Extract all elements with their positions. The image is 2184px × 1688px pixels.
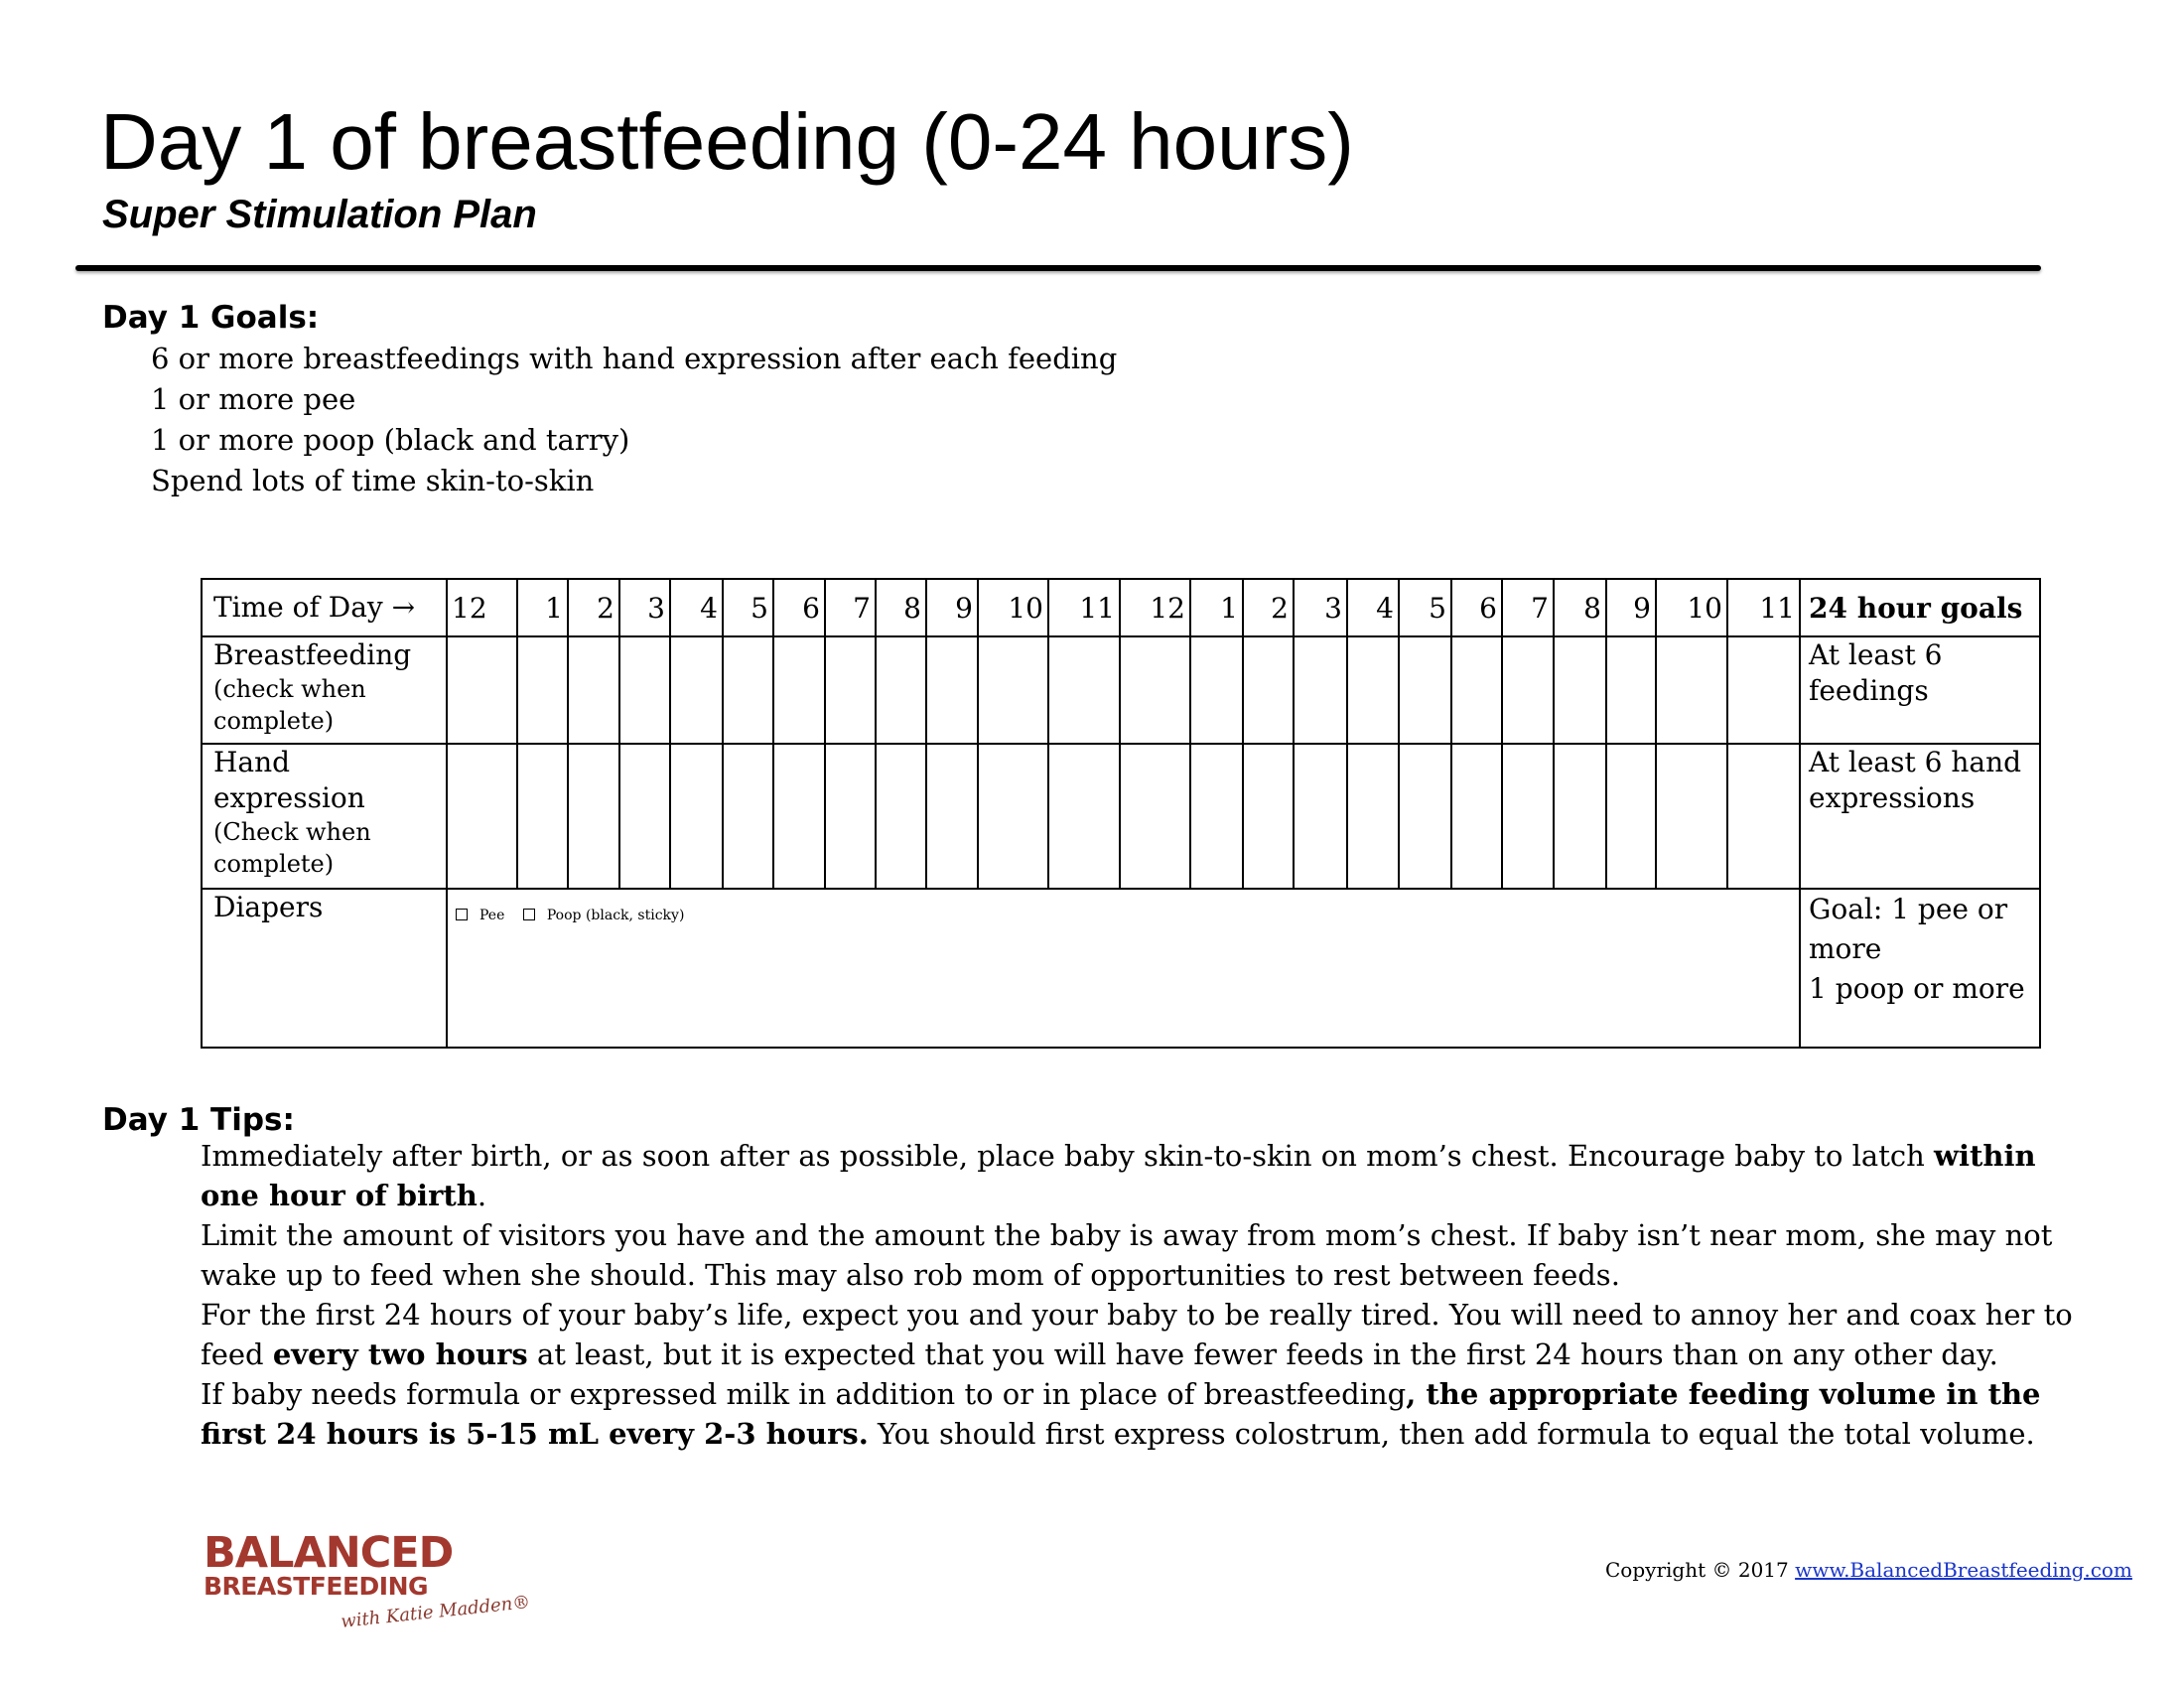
check-cell[interactable]	[447, 744, 517, 889]
hour-label: 3	[1294, 579, 1347, 636]
hour-label: 8	[1554, 579, 1606, 636]
check-cell[interactable]	[773, 636, 825, 744]
hour-label: 11	[1048, 579, 1120, 636]
check-cell[interactable]	[978, 744, 1048, 889]
check-cell[interactable]	[723, 636, 773, 744]
logo-signature: with Katie Madden®	[340, 1592, 532, 1632]
logo-line-2: BREASTFEEDING	[204, 1572, 429, 1601]
tip-item	[201, 1136, 2087, 1215]
check-cell[interactable]	[1048, 636, 1120, 744]
hour-label: 3	[619, 579, 670, 636]
check-cell[interactable]	[1727, 636, 1800, 744]
header-divider	[75, 265, 2041, 271]
tip-emphasis: , the appropriate feeding volume in the first 24 hours is 5-15 mL every 2-3 hours.	[201, 1377, 2041, 1451]
check-cell[interactable]	[1399, 744, 1451, 889]
hour-label: 1	[1190, 579, 1243, 636]
hour-label: 9	[926, 579, 978, 636]
tip-text: Immediately after birth, or as soon after as possible, place baby skin-to-skin on mom’s chest. Encourage baby to latch	[201, 1139, 1934, 1173]
hour-label: 6	[1451, 579, 1502, 636]
tip-text: For the first 24 hours of your baby’s life, expect you and your baby to be really tired. You will need to annoy her and coax her to feed	[201, 1298, 2073, 1371]
check-cell[interactable]	[926, 744, 978, 889]
check-cell[interactable]	[1399, 636, 1451, 744]
hour-label: 7	[1502, 579, 1554, 636]
row-sublabel: (check when complete)	[213, 675, 366, 735]
logo-line-1: BALANCED	[204, 1528, 454, 1578]
check-cell[interactable]	[723, 744, 773, 889]
check-cell[interactable]	[1294, 744, 1347, 889]
check-cell[interactable]	[1554, 636, 1606, 744]
check-cell[interactable]	[978, 636, 1048, 744]
check-cell[interactable]	[1656, 636, 1727, 744]
check-cell[interactable]	[1451, 744, 1502, 889]
pee-option-label: Pee	[479, 908, 505, 923]
check-cell[interactable]	[1120, 636, 1190, 744]
check-cell[interactable]	[1347, 636, 1399, 744]
row-label-text: Hand expression	[213, 746, 365, 814]
hour-label: 1	[517, 579, 568, 636]
hour-label: 7	[825, 579, 876, 636]
tip-item: Limit the amount of visitors you have and the amount the baby is away from mom’s chest. If baby isn’t near mom, she may not wake up to feed when she should. This may also rob mom of opportunities to rest between feeds.	[201, 1218, 2053, 1292]
diaper-log-cell[interactable]	[447, 889, 1800, 1048]
tip-item	[201, 1374, 2087, 1454]
tip-item	[201, 1295, 2087, 1374]
copyright-text: Copyright © 2017	[1605, 1558, 1796, 1582]
row-label: Diapers	[202, 889, 447, 1048]
row-label-text: Breastfeeding	[213, 638, 412, 671]
row-goal	[1800, 889, 2040, 1048]
row-sublabel: (Check when complete)	[213, 818, 371, 878]
check-cell[interactable]	[1451, 636, 1502, 744]
hour-label: 4	[670, 579, 723, 636]
check-cell[interactable]	[926, 636, 978, 744]
check-cell[interactable]	[1554, 744, 1606, 889]
website-link[interactable]: www.BalancedBreastfeeding.com	[1795, 1558, 2132, 1582]
hour-label: 2	[568, 579, 619, 636]
check-cell[interactable]	[568, 636, 619, 744]
check-cell[interactable]	[1243, 636, 1294, 744]
hour-label: 4	[1347, 579, 1399, 636]
hour-label: 10	[1656, 579, 1727, 636]
check-cell[interactable]	[825, 636, 876, 744]
tip-text: .	[477, 1179, 487, 1212]
tip-emphasis: every two hours	[272, 1337, 528, 1371]
check-cell[interactable]	[517, 744, 568, 889]
check-cell[interactable]	[1347, 744, 1399, 889]
goals-list	[151, 339, 1117, 501]
tip-text: You should first express colostrum, then add formula to equal the total volume.	[868, 1417, 2035, 1451]
page-title: Day 1 of breastfeeding (0-24 hours)	[100, 97, 1354, 186]
diaper-options	[456, 908, 1791, 923]
poop-option-label: Poop (black, sticky)	[546, 908, 685, 923]
diaper-goal-line: 1 poop or more	[1809, 972, 2025, 1005]
check-cell[interactable]	[517, 636, 568, 744]
goals-heading: Day 1 Goals:	[102, 300, 320, 336]
check-cell[interactable]	[1048, 744, 1120, 889]
tip-text: If baby needs formula or expressed milk in addition to or in place of breastfeeding	[201, 1377, 1407, 1411]
check-cell[interactable]	[1190, 636, 1243, 744]
tip-emphasis: within one hour of birth	[201, 1139, 2036, 1212]
check-cell[interactable]	[1294, 636, 1347, 744]
check-cell[interactable]	[773, 744, 825, 889]
hand-expression-row	[202, 744, 2040, 889]
check-cell[interactable]	[670, 636, 723, 744]
check-cell[interactable]	[1120, 744, 1190, 889]
hour-label: 2	[1243, 579, 1294, 636]
hour-label: 10	[978, 579, 1048, 636]
row-label	[202, 636, 447, 744]
check-cell[interactable]	[1502, 744, 1554, 889]
breastfeeding-row	[202, 636, 2040, 744]
check-cell[interactable]	[876, 636, 926, 744]
tips-list	[201, 1136, 2087, 1454]
check-cell[interactable]	[1606, 636, 1656, 744]
row-label	[202, 744, 447, 889]
time-of-day-label: Time of Day →	[202, 579, 447, 636]
check-cell[interactable]	[447, 636, 517, 744]
feeding-tracker-table	[201, 578, 2041, 1049]
hour-label: 11	[1727, 579, 1800, 636]
goal-item: 1 or more poop (black and tarry)	[151, 423, 630, 457]
goal-item: Spend lots of time skin-to-skin	[151, 464, 595, 497]
hours-row	[202, 579, 2040, 636]
hour-label: 6	[773, 579, 825, 636]
hour-label: 12	[1120, 579, 1190, 636]
check-cell[interactable]	[619, 636, 670, 744]
tips-heading: Day 1 Tips:	[102, 1102, 295, 1138]
copyright-notice	[1605, 1558, 2132, 1582]
goal-item: 1 or more pee	[151, 382, 356, 416]
check-cell[interactable]	[876, 744, 926, 889]
check-cell[interactable]	[619, 744, 670, 889]
hour-label: 9	[1606, 579, 1656, 636]
check-cell[interactable]	[1656, 744, 1727, 889]
brand-logo	[204, 1528, 532, 1640]
poop-checkbox-icon[interactable]	[523, 909, 535, 920]
pee-checkbox-icon[interactable]	[456, 909, 468, 920]
page-subtitle: Super Stimulation Plan	[102, 193, 537, 236]
hour-label: 8	[876, 579, 926, 636]
check-cell[interactable]	[825, 744, 876, 889]
check-cell[interactable]	[1190, 744, 1243, 889]
diapers-row	[202, 889, 2040, 1048]
goal-item: 6 or more breastfeedings with hand expression after each feeding	[151, 342, 1118, 375]
check-cell[interactable]	[1502, 636, 1554, 744]
check-cell[interactable]	[568, 744, 619, 889]
row-goal: At least 6 hand expressions	[1800, 744, 2040, 889]
check-cell[interactable]	[1606, 744, 1656, 889]
tip-text: at least, but it is expected that you will have fewer feeds in the first 24 hours than on any other day.	[527, 1337, 1998, 1371]
hour-label: 12	[447, 579, 517, 636]
hour-label: 5	[1399, 579, 1451, 636]
hour-label: 5	[723, 579, 773, 636]
check-cell[interactable]	[1243, 744, 1294, 889]
row-goal: At least 6 feedings	[1800, 636, 2040, 744]
check-cell[interactable]	[1727, 744, 1800, 889]
check-cell[interactable]	[670, 744, 723, 889]
goals-column-header: 24 hour goals	[1800, 579, 2040, 636]
diaper-goal-line: Goal: 1 pee or more	[1809, 893, 2008, 965]
